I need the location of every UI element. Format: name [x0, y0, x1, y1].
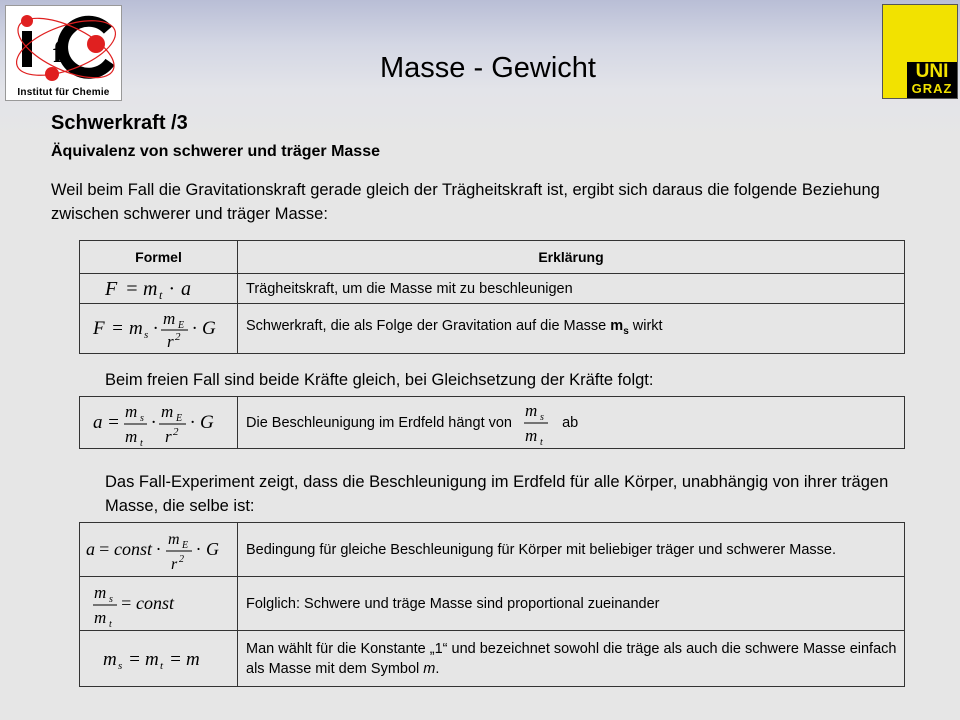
mass-ratio-svg	[522, 398, 552, 448]
page-title: Masse - Gewicht	[380, 52, 596, 84]
svg-text:F: F	[104, 277, 117, 300]
mass-symbol-letter: m	[610, 317, 624, 334]
graz-logo-text: GRAZ	[911, 81, 953, 96]
experiment-paragraph: Das Fall-Experiment zeigt, dass die Beschleunigung im Erdfeld für alle Körper, unabhängig von ihrer trägen Masse, die selbe ist:	[105, 473, 889, 515]
svg-text:m: m	[142, 277, 157, 300]
table-row	[80, 397, 905, 449]
svg-text:·: ·	[191, 317, 197, 339]
svg-text:r: r	[164, 426, 172, 446]
acceleration-table	[79, 396, 905, 449]
svg-text:=: =	[110, 317, 124, 339]
svg-text:t: t	[158, 287, 162, 302]
explanation-gravity-text-end: wirkt	[628, 317, 663, 334]
mass-symbol-ms	[610, 317, 629, 337]
proportionality-table	[79, 522, 905, 687]
explanation-const-acceleration: Bedingung für gleiche Beschleunigung für Körper mit beliebiger träger und schwerer Masse.	[238, 523, 905, 577]
svg-text:m: m	[94, 607, 107, 627]
svg-text:r: r	[166, 331, 174, 351]
middle-paragraph: Beim freien Fall sind beide Kräfte gleich, bei Gleichsetzung der Kräfte folgt:	[105, 371, 654, 389]
formula-inertial-force	[80, 274, 238, 304]
svg-text:s: s	[109, 593, 113, 605]
mass-ratio-fraction	[522, 398, 552, 448]
svg-text:·: ·	[155, 538, 160, 559]
svg-text:r: r	[170, 555, 177, 573]
explanation-mass-equal-text-end: .	[435, 660, 440, 677]
formula-mass-ratio-const-svg	[90, 579, 200, 629]
explanation-acceleration-text-end: ab	[562, 414, 579, 431]
formula-acceleration-svg	[89, 399, 229, 447]
formula-mass-equal-svg	[99, 644, 219, 674]
svg-text:m: m	[94, 582, 107, 602]
mass-symbol-m: m	[423, 660, 436, 677]
svg-text:m: m	[162, 308, 175, 328]
svg-text:·: ·	[152, 317, 158, 339]
formula-mass-equal	[80, 631, 238, 687]
formula-table	[79, 240, 905, 354]
table-row	[80, 274, 905, 304]
svg-text:2: 2	[178, 553, 184, 565]
svg-text:·: ·	[168, 277, 174, 300]
explanation-gravity-force	[238, 304, 905, 354]
ifc-logo-text: Institut für Chemie	[17, 87, 110, 98]
svg-text:·: ·	[189, 411, 195, 433]
svg-text:E: E	[175, 412, 182, 424]
svg-text:a: a	[180, 277, 191, 300]
table-row	[80, 577, 905, 631]
svg-text:G: G	[199, 411, 214, 433]
svg-text:2: 2	[172, 425, 178, 438]
svg-text:a: a	[92, 411, 102, 433]
formula-gravity-force-svg	[89, 306, 229, 352]
formula-mass-ratio-const	[80, 577, 238, 631]
table-header-row	[80, 241, 905, 274]
svg-text:m: m	[185, 648, 200, 670]
svg-text:m: m	[128, 317, 143, 339]
section-subtitle: Äquivalenz von schwerer und träger Masse	[51, 143, 380, 160]
svg-text:2: 2	[174, 330, 180, 343]
svg-text:t: t	[159, 659, 163, 672]
svg-text:t: t	[139, 437, 143, 447]
svg-text:E: E	[177, 319, 184, 331]
svg-text:=: =	[106, 411, 120, 433]
svg-text:G: G	[205, 538, 219, 559]
svg-text:=: =	[124, 277, 138, 300]
explanation-mass-ratio-const: Folglich: Schwere und träge Masse sind proportional zueinander	[238, 577, 905, 631]
svg-text:f: f	[53, 36, 63, 69]
svg-text:const: const	[136, 592, 174, 613]
mass-symbol-sub: s	[623, 325, 629, 337]
explanation-inertial-force: Trägheitskraft, um die Masse mit zu beschleunigen	[238, 274, 905, 304]
svg-text:m: m	[525, 400, 538, 420]
table-row	[80, 304, 905, 354]
svg-text:m: m	[124, 401, 137, 421]
formula-gravity-force	[80, 304, 238, 354]
svg-text:a: a	[85, 538, 95, 559]
formula-const-acceleration	[80, 523, 238, 577]
svg-text:m: m	[102, 648, 117, 670]
uni-logo-text: UNI	[915, 61, 949, 82]
svg-text:=: =	[97, 538, 110, 559]
formula-const-acceleration-svg	[84, 525, 234, 575]
section-title: Schwerkraft /3	[51, 112, 188, 134]
svg-text:=: =	[127, 648, 141, 670]
explanation-gravity-text: Schwerkraft, die als Folge der Gravitation auf die Masse	[246, 317, 611, 334]
svg-text:t: t	[109, 618, 112, 629]
intro-paragraph: Weil beim Fall die Gravitationskraft gerade gleich der Trägheitskraft ist, ergibt sich daraus die folgende Beziehung zwischen schwerer und träger Masse:	[51, 181, 880, 223]
svg-text:s: s	[143, 328, 148, 341]
svg-text:F: F	[92, 317, 105, 339]
svg-text:G: G	[201, 317, 216, 339]
explanation-mass-equal	[238, 631, 905, 687]
header-formel: Formel	[80, 241, 238, 274]
svg-text:m: m	[525, 425, 538, 445]
svg-text:m: m	[124, 426, 137, 446]
header-erklaerung: Erklärung	[238, 241, 905, 274]
svg-text:·: ·	[195, 538, 200, 559]
formula-inertial-force-svg	[99, 276, 219, 302]
svg-text:t: t	[540, 436, 543, 448]
svg-text:s: s	[540, 411, 544, 423]
table-row	[80, 523, 905, 577]
explanation-mass-equal-text: Man wählt für die Konstante „1“ und bezeichnet sowohl die träge als auch die schwere Masse einfach als Masse mit dem Symbol	[246, 640, 897, 677]
table-row	[80, 631, 905, 687]
svg-text:=: =	[168, 648, 182, 670]
svg-text:s: s	[139, 412, 144, 424]
formula-acceleration	[80, 397, 238, 449]
explanation-acceleration	[238, 397, 905, 449]
svg-text:=: =	[120, 592, 133, 613]
svg-text:s: s	[117, 659, 122, 672]
explanation-acceleration-text: Die Beschleunigung im Erdfeld hängt von	[246, 414, 512, 431]
svg-text:E: E	[181, 539, 188, 551]
svg-text:m: m	[144, 648, 159, 670]
svg-text:·: ·	[150, 411, 156, 433]
svg-text:m: m	[160, 401, 173, 421]
svg-text:const: const	[113, 538, 152, 559]
svg-text:m: m	[167, 530, 180, 548]
